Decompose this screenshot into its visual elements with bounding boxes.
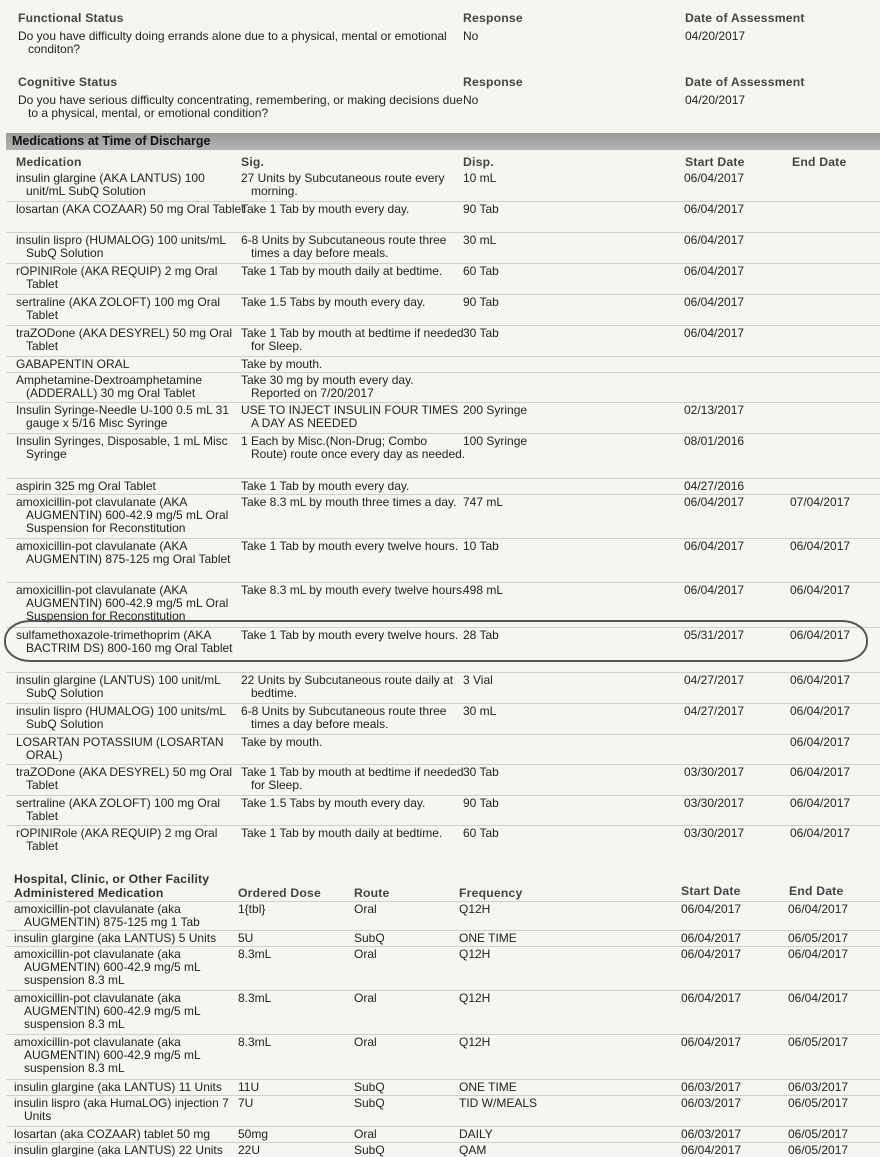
admin-route: SubQ: [354, 1143, 385, 1157]
cognitive-response-header: Response: [463, 75, 523, 89]
row-divider: [6, 582, 880, 583]
med-name: traZODone (AKA DESYREL) 50 mg Oral Tablet: [16, 765, 233, 793]
med-sig: Take 1 Tab by mouth every day.: [241, 202, 410, 216]
med-sig: Take 1 Tab by mouth every twelve hours.: [241, 628, 459, 642]
med-start-date: 06/04/2017: [684, 295, 745, 309]
admin-med-name: amoxicillin-pot clavulanate (aka AUGMENTIN) 875-125 mg 1 Tab: [14, 902, 200, 930]
admin-end-date: 06/05/2017: [788, 1143, 849, 1157]
med-start-date: 05/31/2017: [684, 628, 745, 642]
admin-start-date: 06/03/2017: [681, 1080, 742, 1094]
admin-frequency: QAM: [459, 1143, 487, 1157]
med-name: insulin lispro (HUMALOG) 100 units/mL SubQ Solution: [16, 704, 226, 732]
med-sig: Take 1 Tab by mouth daily at bedtime.: [241, 826, 443, 840]
med-sig: Take 8.3 mL by mouth every twelve hours.: [241, 583, 466, 597]
discharge-section-title: Medications at Time of Discharge: [12, 134, 211, 148]
admin-start-date: 06/04/2017: [681, 902, 742, 916]
med-name: insulin lispro (HUMALOG) 100 units/mL SubQ Solution: [16, 233, 226, 261]
row-divider: [6, 734, 880, 735]
med-start-date: 08/01/2016: [684, 434, 745, 448]
med-sig: 6-8 Units by Subcutaneous route three times a day before meals.: [241, 704, 447, 732]
admin-dose: 50mg: [238, 1127, 269, 1141]
med-sig: Take 1 Tab by mouth at bedtime if needed for Sleep.: [241, 326, 464, 354]
med-disp: 60 Tab: [463, 826, 499, 840]
med-disp: 200 Syringe: [463, 403, 528, 417]
med-disp: 100 Syringe: [463, 434, 528, 448]
med-disp: 30 Tab: [463, 326, 499, 340]
row-divider: [6, 946, 880, 947]
med-name: rOPINIRole (AKA REQUIP) 2 mg Oral Tablet: [16, 264, 218, 292]
col-medication: Medication: [16, 155, 82, 169]
admin-end-date: 06/05/2017: [788, 1127, 849, 1141]
admin-dose: 8.3mL: [238, 991, 272, 1005]
med-name: rOPINIRole (AKA REQUIP) 2 mg Oral Tablet: [16, 826, 218, 854]
med-name: sulfamethoxazole-trimethoprim (AKA BACTRIM DS) 800-160 mg Oral Tablet: [16, 628, 233, 656]
admin-med-name: insulin lispro (aka HumaLOG) injection 7 Units: [14, 1096, 229, 1124]
med-start-date: 06/04/2017: [684, 264, 745, 278]
hand-drawn-circle: [4, 620, 868, 662]
med-start-date: 06/04/2017: [684, 171, 745, 185]
admin-end-date: 06/03/2017: [788, 1080, 849, 1094]
row-divider: [6, 1079, 880, 1080]
admin-start-date: 06/04/2017: [681, 931, 742, 945]
admin-start-date: 06/03/2017: [681, 1096, 742, 1110]
med-disp: 498 mL: [463, 583, 504, 597]
admin-med-name: losartan (aka COZAAR) tablet 50 mg: [14, 1127, 211, 1141]
fcol-start: Start Date: [681, 884, 741, 898]
admin-dose: 5U: [238, 931, 254, 945]
med-end-date: 06/04/2017: [790, 583, 851, 597]
med-disp: 30 Tab: [463, 765, 499, 779]
med-name: Insulin Syringe-Needle U-100 0.5 mL 31 gauge x 5/16 Misc Syringe: [16, 403, 230, 431]
admin-end-date: 06/04/2017: [788, 991, 849, 1005]
admin-route: SubQ: [354, 931, 385, 945]
med-end-date: 06/04/2017: [790, 735, 851, 749]
med-start-date: 06/04/2017: [684, 583, 745, 597]
row-divider: [6, 494, 880, 495]
med-name: sertraline (AKA ZOLOFT) 100 mg Oral Tablet: [16, 796, 221, 824]
med-name: sertraline (AKA ZOLOFT) 100 mg Oral Tablet: [16, 295, 221, 323]
med-sig: Take 1 Tab by mouth every day.: [241, 479, 410, 493]
admin-end-date: 06/05/2017: [788, 1035, 849, 1049]
row-divider: [6, 1095, 880, 1096]
cognitive-date-header: Date of Assessment: [685, 75, 805, 89]
admin-end-date: 06/04/2017: [788, 902, 849, 916]
med-sig: Take 30 mg by mouth every day. Reported on 7/20/2017: [241, 373, 414, 401]
admin-end-date: 06/04/2017: [788, 947, 849, 961]
admin-dose: 8.3mL: [238, 1035, 272, 1049]
admin-frequency: Q12H: [459, 947, 491, 961]
admin-route: SubQ: [354, 1080, 385, 1094]
med-sig: Take by mouth.: [241, 357, 323, 371]
med-disp: 90 Tab: [463, 295, 499, 309]
med-start-date: 06/04/2017: [684, 326, 745, 340]
med-end-date: 06/04/2017: [790, 704, 851, 718]
admin-route: SubQ: [354, 1096, 385, 1110]
discharge-section-bar: [6, 133, 880, 150]
med-disp: 90 Tab: [463, 202, 499, 216]
med-end-date: 06/04/2017: [790, 628, 851, 642]
med-sig: 22 Units by Subcutaneous route daily at bedtime.: [241, 673, 454, 701]
med-disp: 90 Tab: [463, 796, 499, 810]
med-name: insulin glargine (LANTUS) 100 unit/mL SubQ Solution: [16, 673, 221, 701]
med-sig: Take 8.3 mL by mouth three times a day.: [241, 495, 457, 509]
med-start-date: 03/30/2017: [684, 826, 745, 840]
admin-end-date: 06/05/2017: [788, 931, 849, 945]
med-start-date: 04/27/2016: [684, 479, 745, 493]
med-start-date: 02/13/2017: [684, 403, 745, 417]
admin-dose: 1{tbl}: [238, 902, 266, 916]
admin-start-date: 06/04/2017: [681, 1035, 742, 1049]
col-sig: Sig.: [241, 155, 265, 169]
row-divider: [6, 1126, 880, 1127]
admin-frequency: ONE TIME: [459, 1080, 517, 1094]
functional-question: Do you have difficulty doing errands alone due to a physical, mental or emotional conditon?: [18, 29, 447, 57]
med-end-date: 06/04/2017: [790, 673, 851, 687]
row-divider: [6, 930, 880, 931]
facility-title-line1: Hospital, Clinic, or Other Facility: [14, 872, 210, 886]
med-disp: 30 mL: [463, 233, 497, 247]
med-name: traZODone (AKA DESYREL) 50 mg Oral Tablet: [16, 326, 233, 354]
row-divider: [6, 825, 880, 826]
med-disp: 10 mL: [463, 171, 497, 185]
row-divider: [6, 201, 880, 202]
fcol-route: Route: [354, 886, 390, 900]
functional-response-header: Response: [463, 11, 523, 25]
med-name: Insulin Syringes, Disposable, 1 mL Misc Syringe: [16, 434, 228, 462]
fcol-frequency: Frequency: [459, 886, 523, 900]
admin-med-name: insulin glargine (aka LANTUS) 11 Units: [14, 1080, 222, 1094]
med-name: aspirin 325 mg Oral Tablet: [16, 479, 156, 493]
cognitive-date: 04/20/2017: [685, 93, 746, 107]
med-end-date: 06/04/2017: [790, 765, 851, 779]
row-divider: [6, 325, 880, 326]
row-divider: [6, 232, 880, 233]
row-divider: [6, 672, 880, 673]
admin-frequency: TID W/MEALS: [459, 1096, 538, 1110]
row-divider: [6, 703, 880, 704]
admin-start-date: 06/03/2017: [681, 1127, 742, 1141]
med-start-date: 04/27/2017: [684, 673, 745, 687]
admin-dose: 7U: [238, 1096, 254, 1110]
med-start-date: 04/27/2017: [684, 704, 745, 718]
admin-frequency: ONE TIME: [459, 931, 517, 945]
med-sig: Take by mouth.: [241, 735, 323, 749]
cognitive-status-header: Cognitive Status: [18, 75, 118, 89]
fcol-end: End Date: [789, 884, 844, 898]
med-start-date: 06/04/2017: [684, 202, 745, 216]
admin-route: Oral: [354, 1127, 377, 1141]
admin-start-date: 06/04/2017: [681, 1143, 742, 1157]
med-name: LOSARTAN POTASSIUM (LOSARTAN ORAL): [16, 735, 224, 763]
cognitive-response: No: [463, 93, 479, 107]
med-name: GABAPENTIN ORAL: [16, 357, 130, 371]
admin-frequency: Q12H: [459, 991, 491, 1005]
row-divider: [6, 990, 880, 991]
med-sig: Take 1.5 Tabs by mouth every day.: [241, 796, 426, 810]
med-name: insulin glargine (AKA LANTUS) 100 unit/mL SubQ Solution: [16, 171, 205, 199]
admin-end-date: 06/05/2017: [788, 1096, 849, 1110]
med-disp: 3 Vial: [463, 673, 493, 687]
med-disp: 60 Tab: [463, 264, 499, 278]
functional-status-header: Functional Status: [18, 11, 124, 25]
row-divider: [6, 795, 880, 796]
admin-med-name: amoxicillin-pot clavulanate (aka AUGMENTIN) 600-42.9 mg/5 mL suspension 8.3 mL: [14, 947, 201, 988]
admin-route: Oral: [354, 1035, 377, 1049]
col-start-date: Start Date: [685, 155, 745, 169]
med-disp: 747 mL: [463, 495, 504, 509]
row-divider: [6, 356, 880, 357]
med-disp: 10 Tab: [463, 539, 499, 553]
admin-route: Oral: [354, 991, 377, 1005]
admin-med-name: amoxicillin-pot clavulanate (aka AUGMENTIN) 600-42.9 mg/5 mL suspension 8.3 mL: [14, 991, 201, 1032]
admin-med-name: insulin glargine (aka LANTUS) 5 Units: [14, 931, 217, 945]
row-divider: [6, 372, 880, 373]
row-divider: [6, 901, 880, 902]
fcol-dose: Ordered Dose: [238, 886, 321, 900]
row-divider: [6, 538, 880, 539]
med-sig: 1 Each by Misc.(Non-Drug; Combo Route) route once every day as needed.: [241, 434, 466, 462]
admin-med-name: insulin glargine (aka LANTUS) 22 Units: [14, 1143, 223, 1157]
med-name: amoxicillin-pot clavulanate (AKA AUGMENTIN) 875-125 mg Oral Tablet: [16, 539, 231, 567]
functional-response: No: [463, 29, 479, 43]
med-start-date: 03/30/2017: [684, 765, 745, 779]
med-sig: Take 1 Tab by mouth every twelve hours.: [241, 539, 459, 553]
admin-frequency: DAILY: [459, 1127, 493, 1141]
med-sig: 27 Units by Subcutaneous route every morning.: [241, 171, 445, 199]
admin-route: Oral: [354, 947, 377, 961]
med-sig: Take 1.5 Tabs by mouth every day.: [241, 295, 426, 309]
admin-dose: 8.3mL: [238, 947, 272, 961]
admin-dose: 11U: [238, 1080, 260, 1094]
admin-route: Oral: [354, 902, 377, 916]
med-sig: USE TO INJECT INSULIN FOUR TIMES A DAY AS NEEDED: [241, 403, 459, 431]
med-end-date: 06/04/2017: [790, 796, 851, 810]
admin-med-name: amoxicillin-pot clavulanate (aka AUGMENTIN) 600-42.9 mg/5 mL suspension 8.3 mL: [14, 1035, 201, 1076]
facility-title-line2: Administered Medication: [14, 886, 164, 900]
admin-start-date: 06/04/2017: [681, 991, 742, 1005]
col-end-date: End Date: [792, 155, 847, 169]
med-end-date: 06/04/2017: [790, 539, 851, 553]
med-sig: Take 1 Tab by mouth daily at bedtime.: [241, 264, 443, 278]
row-divider: [6, 764, 880, 765]
row-divider: [6, 433, 880, 434]
admin-dose: 22U: [238, 1143, 261, 1157]
row-divider: [6, 263, 880, 264]
med-end-date: 07/04/2017: [790, 495, 851, 509]
med-start-date: 03/30/2017: [684, 796, 745, 810]
med-start-date: 06/04/2017: [684, 233, 745, 247]
functional-date-header: Date of Assessment: [685, 11, 805, 25]
med-sig: Take 1 Tab by mouth at bedtime if needed for Sleep.: [241, 765, 464, 793]
med-end-date: 06/04/2017: [790, 826, 851, 840]
med-name: amoxicillin-pot clavulanate (AKA AUGMENTIN) 600-42.9 mg/5 mL Oral Suspension for Reconstitution: [16, 495, 229, 536]
admin-frequency: Q12H: [459, 902, 491, 916]
row-divider: [6, 402, 880, 403]
functional-date: 04/20/2017: [685, 29, 746, 43]
med-start-date: 06/04/2017: [684, 495, 745, 509]
row-divider: [6, 1034, 880, 1035]
row-divider: [6, 478, 880, 479]
med-name: losartan (AKA COZAAR) 50 mg Oral Tablet: [16, 202, 245, 216]
med-sig: 6-8 Units by Subcutaneous route three times a day before meals.: [241, 233, 447, 261]
med-name: amoxicillin-pot clavulanate (AKA AUGMENTIN) 600-42.9 mg/5 mL Oral Suspension for Reconstitution: [16, 583, 229, 624]
admin-frequency: Q12H: [459, 1035, 491, 1049]
col-disp: Disp.: [463, 155, 494, 169]
med-name: Amphetamine-Dextroamphetamine (ADDERALL) 30 mg Oral Tablet: [16, 373, 203, 401]
row-divider: [6, 1142, 880, 1143]
med-start-date: 06/04/2017: [684, 539, 745, 553]
cognitive-question: Do you have serious difficulty concentrating, remembering, or making decisions due to a physical, mental, or emotional condition?: [18, 93, 463, 121]
admin-start-date: 06/04/2017: [681, 947, 742, 961]
row-divider: [6, 294, 880, 295]
med-disp: 28 Tab: [463, 628, 499, 642]
med-disp: 30 mL: [463, 704, 497, 718]
